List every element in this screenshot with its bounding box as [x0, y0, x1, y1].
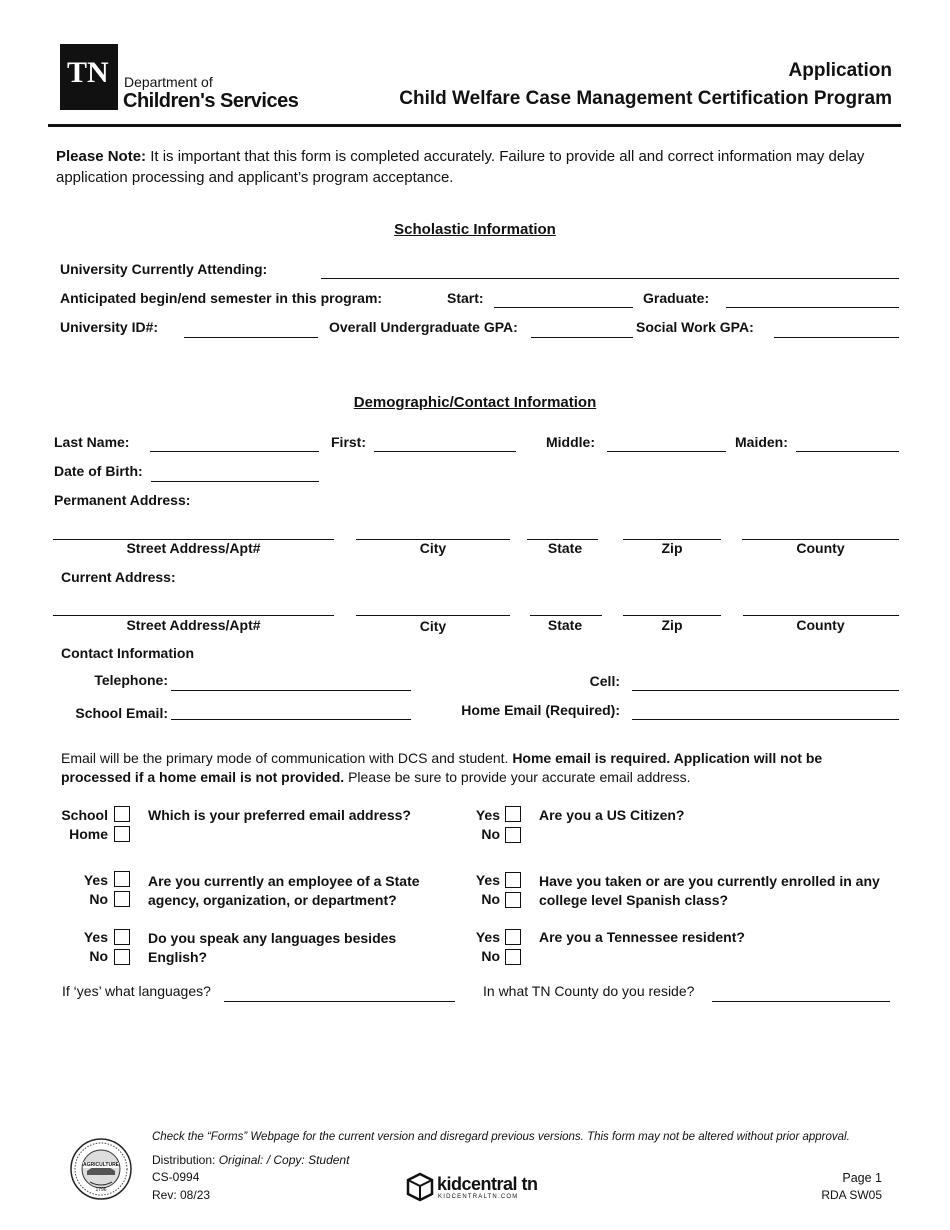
logo-childrens-services: Children's Services	[123, 90, 299, 112]
perm-zip-caption: Zip	[661, 540, 683, 556]
perm-state-caption: State	[547, 540, 583, 556]
home-email-checkbox[interactable]	[114, 826, 130, 842]
dob-field[interactable]	[151, 481, 319, 482]
school-email-label: School Email:	[75, 705, 168, 721]
preferred-email-question: Which is your preferred email address?	[148, 807, 411, 823]
maiden-name-field[interactable]	[796, 451, 899, 452]
employee-no-label: No	[89, 891, 108, 907]
employee-no-checkbox[interactable]	[114, 891, 130, 907]
please-note	[56, 146, 896, 188]
tn-county-label: In what TN County do you reside?	[483, 983, 695, 999]
citizen-yes-label: Yes	[475, 807, 500, 823]
last-name-field[interactable]	[150, 451, 319, 452]
seal-text: AGRICULTURE	[83, 1162, 120, 1168]
curr-street-caption: Street Address/Apt#	[126, 617, 261, 633]
email-note-text2: Please be sure to provide your accurate email address.	[344, 769, 691, 785]
languages-yes-label: Yes	[83, 929, 108, 945]
school-option-label: School	[61, 807, 108, 823]
spanish-yes-checkbox[interactable]	[505, 872, 521, 888]
home-email-label: Home Email (Required):	[461, 702, 620, 718]
demographic-heading: Demographic/Contact Information	[353, 394, 597, 411]
citizen-question: Are you a US Citizen?	[539, 807, 685, 823]
start-label: Start:	[447, 290, 484, 306]
semester-label: Anticipated begin/end semester in this program:	[60, 290, 383, 306]
school-email-field[interactable]	[171, 719, 411, 720]
languages-no-label: No	[89, 948, 108, 964]
spanish-question: Have you taken or are you currently enrolled in any college level Spanish class?	[539, 873, 880, 908]
forms-webpage-note: Check the “Forms” Webpage for the current version and disregard previous versions. This form may not be altered without prior approval.	[152, 1131, 850, 1143]
please-note-label: Please Note:	[56, 148, 147, 165]
middle-name-field[interactable]	[607, 451, 726, 452]
scholastic-heading: Scholastic Information	[394, 221, 556, 238]
form-title-application: Application	[788, 60, 892, 81]
graduate-field[interactable]	[726, 307, 899, 308]
resident-no-checkbox[interactable]	[505, 949, 521, 965]
resident-yes-checkbox[interactable]	[505, 929, 521, 945]
kidcentral-cube-icon	[405, 1172, 435, 1202]
dob-label: Date of Birth:	[54, 463, 143, 479]
first-name-label: First:	[331, 434, 366, 450]
curr-county-caption: County	[796, 617, 845, 633]
tn-county-field[interactable]	[712, 1001, 890, 1002]
spanish-no-label: No	[481, 891, 500, 907]
citizen-no-checkbox[interactable]	[505, 827, 521, 843]
kidcentral-brand: kidcentral tn	[437, 1174, 538, 1194]
distribution-value: Original: / Copy: Student	[218, 1153, 350, 1167]
home-option-label: Home	[69, 826, 108, 842]
which-languages-label: If ‘yes’ what languages?	[62, 983, 211, 999]
home-email-field[interactable]	[632, 719, 899, 720]
current-address-label: Current Address:	[61, 569, 176, 585]
overall-gpa-field[interactable]	[531, 337, 633, 338]
perm-street-caption: Street Address/Apt#	[126, 540, 261, 556]
resident-yes-label: Yes	[475, 929, 500, 945]
last-name-label: Last Name:	[54, 434, 130, 450]
curr-state-field[interactable]	[530, 615, 602, 616]
tn-logo-text: TN	[67, 56, 109, 89]
tn-logo-box	[60, 44, 118, 110]
form-number: CS-0994	[152, 1170, 200, 1184]
languages-yes-checkbox[interactable]	[114, 929, 130, 945]
first-name-field[interactable]	[374, 451, 516, 452]
state-seal	[70, 1138, 132, 1200]
curr-zip-caption: Zip	[661, 617, 683, 633]
cell-field[interactable]	[632, 690, 899, 691]
resident-question: Are you a Tennessee resident?	[539, 929, 745, 945]
perm-county-caption: County	[796, 540, 845, 556]
university-field[interactable]	[321, 278, 899, 279]
curr-city-caption: City	[419, 618, 447, 634]
curr-city-field[interactable]	[356, 615, 510, 616]
university-id-field[interactable]	[184, 337, 318, 338]
which-languages-field[interactable]	[224, 1001, 455, 1002]
languages-no-checkbox[interactable]	[114, 949, 130, 965]
maiden-name-label: Maiden:	[735, 434, 788, 450]
curr-state-caption: State	[547, 617, 583, 633]
resident-no-label: No	[481, 948, 500, 964]
seal-year: 1796	[95, 1187, 107, 1193]
please-note-text: It is important that this form is completed accurately. Failure to provide all and correct information may delay application processing and applicant’s program acceptance.	[56, 148, 865, 186]
form-title-program: Child Welfare Case Management Certification Program	[399, 88, 892, 109]
kidcentral-url: KIDCENTRALTN.COM	[438, 1194, 519, 1200]
telephone-label: Telephone:	[94, 672, 168, 688]
curr-zip-field[interactable]	[623, 615, 721, 616]
email-note-bold: Home email is required. Application will not be processed if a home email is not provided.	[61, 750, 823, 785]
curr-county-field[interactable]	[743, 615, 899, 616]
revision-date: Rev: 08/23	[152, 1188, 211, 1202]
contact-info-label: Contact Information	[61, 645, 194, 661]
header-divider	[48, 124, 901, 127]
email-note-text1: Email will be the primary mode of communication with DCS and student.	[61, 750, 513, 766]
distribution-line	[152, 1153, 349, 1167]
middle-name-label: Middle:	[546, 434, 595, 450]
logo-department-of: Department of	[124, 74, 213, 90]
employee-yes-label: Yes	[83, 872, 108, 888]
permanent-address-label: Permanent Address:	[54, 492, 191, 508]
graduate-label: Graduate:	[643, 290, 710, 306]
spanish-yes-label: Yes	[475, 872, 500, 888]
cell-label: Cell:	[589, 673, 620, 689]
telephone-field[interactable]	[171, 690, 411, 691]
employee-question: Are you currently an employee of a State agency, organization, or department?	[148, 873, 420, 908]
page-number: Page 1	[842, 1171, 882, 1185]
rda-code: RDA SW05	[821, 1188, 882, 1202]
spanish-no-checkbox[interactable]	[505, 892, 521, 908]
languages-question: Do you speak any languages besides English?	[148, 930, 397, 965]
employee-yes-checkbox[interactable]	[114, 871, 130, 887]
social-work-gpa-label: Social Work GPA:	[636, 319, 754, 335]
kidcentral-logo	[405, 1172, 545, 1204]
university-id-label: University ID#:	[60, 319, 159, 335]
start-field[interactable]	[494, 307, 633, 308]
department-logo	[60, 44, 325, 114]
citizen-no-label: No	[481, 826, 500, 842]
distribution-label: Distribution:	[152, 1153, 216, 1167]
overall-gpa-label: Overall Undergraduate GPA:	[329, 319, 518, 335]
social-work-gpa-field[interactable]	[774, 337, 899, 338]
school-email-checkbox[interactable]	[114, 806, 130, 822]
university-label: University Currently Attending:	[60, 261, 268, 277]
citizen-yes-checkbox[interactable]	[505, 806, 521, 822]
perm-city-caption: City	[419, 540, 447, 556]
email-note	[61, 749, 896, 787]
curr-street-field[interactable]	[53, 615, 334, 616]
